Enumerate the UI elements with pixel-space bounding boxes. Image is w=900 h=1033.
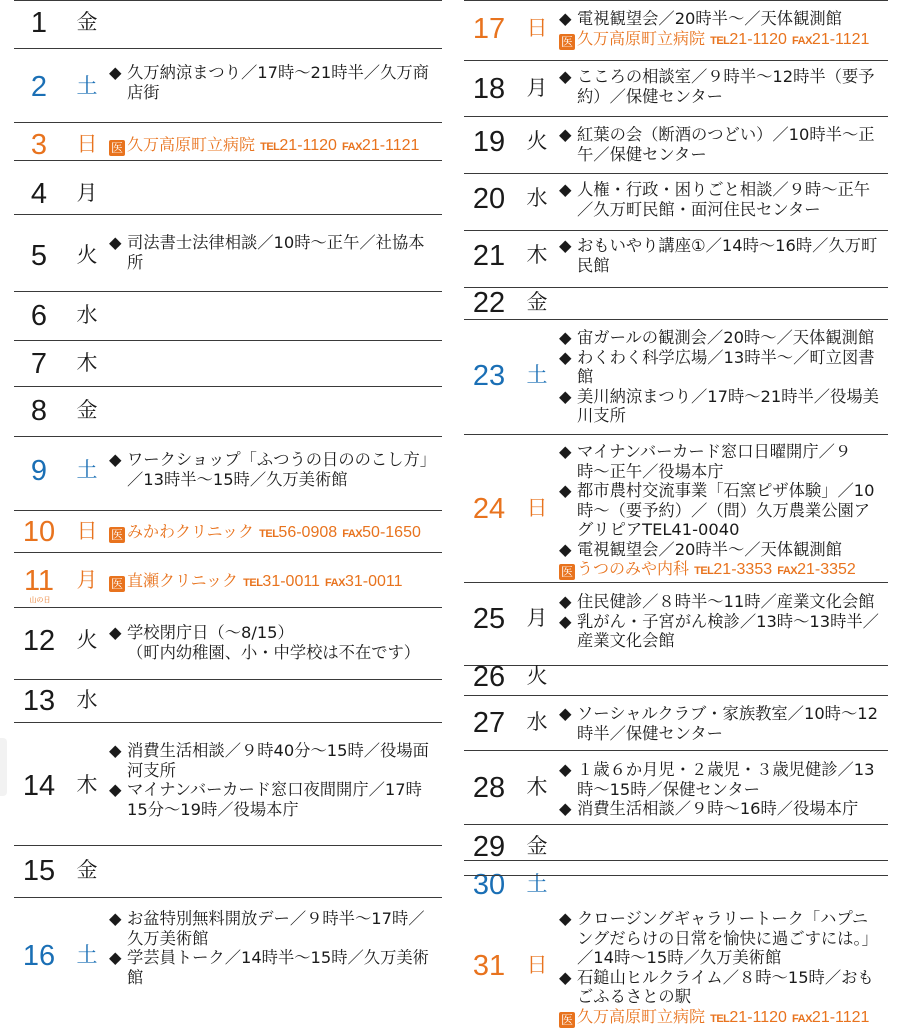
- diamond-bullet-icon: ◆: [559, 909, 572, 928]
- weekday: 月: [76, 568, 98, 592]
- day-number: 14: [22, 770, 56, 802]
- diamond-bullet-icon: ◆: [109, 948, 122, 967]
- weekday: 金: [526, 290, 548, 314]
- calendar-row-day-21: [464, 230, 888, 287]
- weekday: 金: [76, 10, 98, 34]
- hospital-name: みかわクリニック: [127, 522, 255, 541]
- fax-label: FAX: [792, 34, 812, 47]
- diamond-bullet-icon: ◆: [109, 233, 122, 252]
- event-list: [109, 522, 436, 544]
- day-number: 27: [472, 707, 506, 739]
- day-number: 17: [472, 13, 506, 45]
- event-text: マイナンバーカード窓口日曜開庁／９時〜正午／役場本庁: [577, 442, 852, 481]
- hospital-line: [109, 135, 436, 157]
- day-number: 16: [22, 940, 56, 972]
- event-text: クロージングギャラリートーク「ハプニングだらけの日常を愉快に過ごすには。」／14時〜15時／久万美術館: [577, 909, 878, 967]
- event-item: [559, 799, 882, 819]
- diamond-bullet-icon: ◆: [559, 125, 572, 144]
- calendar-row-day-6: [14, 291, 442, 340]
- event-item: [559, 67, 882, 106]
- fax-label: FAX: [342, 141, 362, 153]
- hospital-line: [559, 559, 882, 581]
- event-list: [109, 623, 436, 662]
- weekday: 木: [526, 775, 548, 799]
- calendar-row-day-23: [464, 319, 888, 434]
- event-text: １歳６か月児・２歳児・３歳児健診／13時〜15時／保健センター: [577, 760, 875, 799]
- weekday: 火: [526, 129, 548, 153]
- event-list: [559, 9, 882, 51]
- hospital-badge-icon: 医: [110, 577, 123, 591]
- event-text: 宙ガールの観測会／20時〜／天体観測館: [577, 328, 875, 347]
- diamond-bullet-icon: ◆: [559, 481, 572, 500]
- hospital-name: 久万高原町立病院: [127, 135, 256, 154]
- tel-number: 21-3353: [713, 561, 773, 578]
- diamond-bullet-icon: ◆: [559, 180, 572, 199]
- diamond-bullet-icon: ◆: [109, 780, 122, 799]
- day-number: 5: [30, 240, 48, 272]
- calendar-row-day-27: [464, 695, 888, 750]
- event-text: 美川納涼まつり／17時〜21時半／役場美川支所: [577, 386, 879, 425]
- tel-label: TEL: [710, 1012, 730, 1025]
- weekday: 火: [76, 628, 98, 652]
- fax-number: 21-1121: [811, 1008, 870, 1026]
- diamond-bullet-icon: ◆: [559, 611, 572, 631]
- event-item: [109, 63, 436, 102]
- hospital-line: [559, 1007, 882, 1029]
- day-number: 29: [472, 831, 506, 863]
- weekday: 水: [76, 303, 98, 327]
- diamond-bullet-icon: ◆: [559, 967, 572, 987]
- event-text: お盆特別無料開放デー／９時半〜17時／久万美術館: [127, 909, 425, 948]
- event-item: [109, 909, 436, 948]
- event-text: 消費生活相談／９時40分〜15時／役場面河支所: [127, 741, 429, 780]
- tel-number: 21-1120: [279, 137, 337, 154]
- event-text: 電視観望会／20時半〜／天体観測館: [577, 539, 842, 559]
- calendar-row-day-28: [464, 750, 888, 824]
- weekday: 水: [526, 710, 548, 734]
- calendar-row-day-20: [464, 173, 888, 230]
- event-item: [559, 760, 882, 799]
- fax-number: 21-3352: [797, 561, 856, 578]
- event-text: 乳がん・子宮がん検診／13時〜13時半／産業文化会館: [577, 611, 879, 650]
- calendar-row-day-3: [14, 122, 442, 160]
- event-list: [559, 125, 882, 164]
- fax-label: FAX: [792, 1012, 812, 1025]
- weekday: 木: [526, 243, 548, 267]
- hospital-badge-icon: 医: [110, 141, 123, 155]
- hospital-line: [109, 571, 436, 593]
- hospital-name: 久万高原町立病院: [577, 28, 706, 48]
- tel-label: TEL: [243, 577, 263, 589]
- weekday: 土: [526, 872, 548, 896]
- event-list: [109, 909, 436, 987]
- event-item: [109, 741, 436, 780]
- weekday: 水: [526, 186, 548, 210]
- fax-number: 21-1121: [361, 137, 420, 154]
- weekday: 木: [76, 773, 98, 797]
- diamond-bullet-icon: ◆: [559, 442, 572, 461]
- diamond-bullet-icon: ◆: [559, 592, 572, 611]
- calendar-row-day-30: [464, 860, 888, 901]
- day-number: 21: [472, 240, 506, 272]
- hospital-line: [559, 29, 882, 51]
- event-item: [109, 948, 436, 987]
- weekday: 火: [526, 664, 548, 688]
- event-text: 都市農村交流事業「石窯ピザ体験」／10時〜（要予約）／（問）久万農業公園アグリピアTEL41-0040: [577, 481, 875, 539]
- day-number: 12: [22, 625, 56, 657]
- day-number: 23: [472, 360, 506, 392]
- event-list: [559, 236, 882, 275]
- event-text: ソーシャルクラブ・家族教室／10時〜12時半／保健センター: [577, 704, 878, 743]
- event-text: 司法書士法律相談／10時〜正午／社協本所: [127, 233, 425, 272]
- calendar-row-day-2: [14, 48, 442, 122]
- fax-number: 31-0011: [344, 573, 403, 590]
- event-list: [109, 741, 436, 819]
- day-number: 13: [22, 685, 56, 717]
- day-number: 3: [30, 129, 48, 161]
- event-list: [559, 442, 882, 581]
- weekday: 土: [76, 943, 98, 967]
- weekday: 金: [76, 398, 98, 422]
- diamond-bullet-icon: ◆: [109, 63, 122, 82]
- event-list: [109, 63, 436, 102]
- event-item: [109, 623, 436, 643]
- event-text: 人権・行政・困りごと相談／９時〜正午／久万町民館・面河住民センター: [577, 180, 871, 219]
- event-list: [559, 760, 882, 819]
- weekday: 月: [76, 181, 98, 205]
- calendar-row-day-12: [14, 607, 442, 679]
- event-list: [109, 135, 436, 157]
- diamond-bullet-icon: ◆: [109, 450, 122, 469]
- hospital-name: 直瀬クリニック: [127, 571, 239, 590]
- event-list: [559, 328, 882, 426]
- event-text: 学芸員トーク／14時半〜15時／久万美術館: [127, 948, 429, 987]
- fax-label: FAX: [777, 565, 798, 577]
- weekday: 日: [526, 953, 548, 977]
- diamond-bullet-icon: ◆: [559, 539, 572, 559]
- event-text: マイナンバーカード窓口夜間開庁／17時15分〜19時／役場本庁: [127, 780, 422, 819]
- event-item: [559, 540, 882, 560]
- weekday: 日: [526, 496, 548, 520]
- event-item: [559, 592, 882, 612]
- calendar-row-day-26: [464, 661, 888, 695]
- event-item: [109, 233, 436, 272]
- tel-label: TEL: [694, 565, 714, 577]
- weekday: 土: [76, 458, 98, 482]
- fax-number: 21-1121: [811, 30, 870, 48]
- event-text: 紅葉の会（断酒のつどい）／10時半〜正午／保健センター: [577, 125, 875, 164]
- diamond-bullet-icon: ◆: [559, 799, 572, 818]
- day-number: 8: [30, 395, 48, 427]
- event-list: [559, 180, 882, 219]
- day-number: 26: [472, 661, 506, 693]
- day-number: 4: [30, 178, 48, 210]
- calendar-row-day-31: [464, 872, 888, 1031]
- calendar-row-day-8: [14, 386, 442, 436]
- calendar-row-day-22: [464, 287, 888, 319]
- tel-number: 21-1120: [729, 1008, 787, 1026]
- event-text: 住民健診／８時半〜11時／産業文化会館: [577, 592, 875, 611]
- calendar-row-day-19: [464, 116, 888, 173]
- day-number: 7: [30, 348, 48, 380]
- event-list: [559, 592, 882, 651]
- calendar-row-day-13: [14, 679, 442, 722]
- calendar-row-day-17: [464, 0, 888, 60]
- calendar-row-day-4: [14, 160, 442, 214]
- event-item: [559, 9, 882, 29]
- weekday: 水: [76, 688, 98, 712]
- day-number: 19: [472, 126, 506, 158]
- event-item: [559, 612, 882, 651]
- weekday: 金: [76, 858, 98, 882]
- event-list: [109, 450, 436, 489]
- event-list: [559, 704, 882, 743]
- event-item: [559, 125, 882, 164]
- weekday: 日: [526, 16, 548, 40]
- page-edge-tab: [0, 738, 7, 796]
- event-item: [559, 348, 882, 387]
- diamond-bullet-icon: ◆: [559, 236, 572, 255]
- event-text: 学校閉庁日（〜8/15）: [127, 623, 294, 642]
- day-number: 10: [22, 516, 56, 548]
- tel-number: 21-1120: [729, 30, 787, 48]
- diamond-bullet-icon: ◆: [559, 9, 572, 28]
- event-item: [559, 968, 882, 1007]
- day-number: 20: [472, 183, 506, 215]
- event-item: [559, 909, 882, 968]
- weekday: 土: [76, 74, 98, 98]
- weekday: 月: [526, 76, 548, 100]
- day-number: 25: [472, 603, 506, 635]
- diamond-bullet-icon: ◆: [559, 386, 572, 406]
- event-item: [109, 450, 436, 489]
- calendar-row-day-14: [14, 722, 442, 845]
- event-list: [109, 233, 436, 272]
- tel-number: 56-0908: [278, 524, 338, 541]
- event-text: 石鎚山ヒルクライム／８時〜15時／おもごふるさとの駅: [577, 967, 874, 1006]
- tel-label: TEL: [260, 141, 280, 153]
- event-item: [559, 180, 882, 219]
- event-text: 久万納涼まつり／17時〜21時半／久万商店街: [127, 63, 429, 102]
- hospital-badge-icon: 医: [560, 565, 573, 579]
- calendar-row-day-29: [464, 824, 888, 863]
- event-item: [109, 780, 436, 819]
- diamond-bullet-icon: ◆: [559, 704, 572, 723]
- diamond-bullet-icon: ◆: [109, 741, 122, 760]
- diamond-bullet-icon: ◆: [559, 328, 572, 347]
- weekday: 日: [76, 132, 98, 156]
- day-number: 11: [23, 565, 55, 597]
- hospital-badge-icon: 医: [110, 528, 123, 542]
- diamond-bullet-icon: ◆: [559, 67, 572, 86]
- calendar-row-day-25: [464, 582, 888, 665]
- event-item: [559, 328, 882, 348]
- calendar-row-day-1: [14, 0, 442, 48]
- tel-label: TEL: [710, 34, 730, 47]
- diamond-bullet-icon: ◆: [109, 909, 122, 928]
- hospital-name: 久万高原町立病院: [577, 1006, 706, 1026]
- event-text: おもいやり講座①／14時〜16時／久万町民館: [577, 236, 878, 275]
- event-list: [109, 571, 436, 593]
- event-item: [559, 704, 882, 743]
- event-note: （町内幼稚園、小・中学校は不在です）: [127, 642, 421, 662]
- fax-label: FAX: [342, 528, 363, 540]
- weekday: 木: [76, 351, 98, 375]
- day-number: 15: [22, 855, 56, 887]
- event-text: ワークショップ「ふつうの日ののこし方」／13時半〜15時／久万美術館: [127, 450, 428, 489]
- hospital-badge-icon: 医: [560, 34, 573, 49]
- hospital-line: [109, 522, 436, 544]
- event-item: [559, 387, 882, 426]
- hospital-badge-icon: 医: [560, 1012, 573, 1027]
- weekday: 火: [76, 243, 98, 267]
- day-number: 9: [30, 455, 48, 487]
- fax-label: FAX: [325, 577, 345, 589]
- day-number: 2: [30, 71, 48, 103]
- calendar-row-day-11: [14, 552, 442, 607]
- event-text: こころの相談室／９時半〜12時半（要予約）／保健センター: [577, 67, 875, 106]
- tel-number: 31-0011: [262, 573, 320, 590]
- tel-label: TEL: [259, 528, 279, 540]
- event-item: [559, 481, 882, 540]
- diamond-bullet-icon: ◆: [559, 760, 572, 779]
- calendar-row-day-15: [14, 845, 442, 897]
- calendar-row-day-18: [464, 60, 888, 116]
- calendar-row-day-24: [464, 434, 888, 582]
- calendar-row-day-5: [14, 214, 442, 291]
- hospital-name: うつのみや内科: [577, 559, 690, 578]
- calendar-row-day-9: [14, 436, 442, 510]
- day-number: 24: [472, 493, 506, 525]
- event-text: 電視観望会／20時半〜／天体観測館: [577, 9, 842, 28]
- day-number: 18: [472, 73, 506, 105]
- weekday: 月: [526, 606, 548, 630]
- event-list: [559, 67, 882, 106]
- day-number: 22: [472, 287, 506, 319]
- calendar-row-day-16: [14, 897, 442, 1020]
- diamond-bullet-icon: ◆: [109, 623, 122, 642]
- holiday-label: 山の日: [29, 596, 51, 604]
- day-number: 28: [472, 772, 506, 804]
- day-number: 30: [472, 869, 506, 901]
- event-text: わくわく科学広場／13時半〜／町立図書館: [577, 347, 875, 386]
- event-list: [559, 909, 882, 1029]
- event-item: [559, 236, 882, 275]
- day-number: 1: [30, 7, 48, 39]
- calendar-row-day-10: [14, 510, 442, 552]
- day-number: 6: [30, 300, 48, 332]
- day-number: 31: [472, 950, 506, 982]
- diamond-bullet-icon: ◆: [559, 347, 572, 367]
- event-item: [559, 442, 882, 481]
- calendar-row-day-7: [14, 340, 442, 386]
- fax-number: 50-1650: [362, 524, 421, 541]
- weekday: 土: [526, 363, 548, 387]
- weekday: 日: [76, 519, 98, 543]
- event-text: 消費生活相談／９時〜16時／役場本庁: [577, 799, 859, 818]
- weekday: 金: [526, 834, 548, 858]
